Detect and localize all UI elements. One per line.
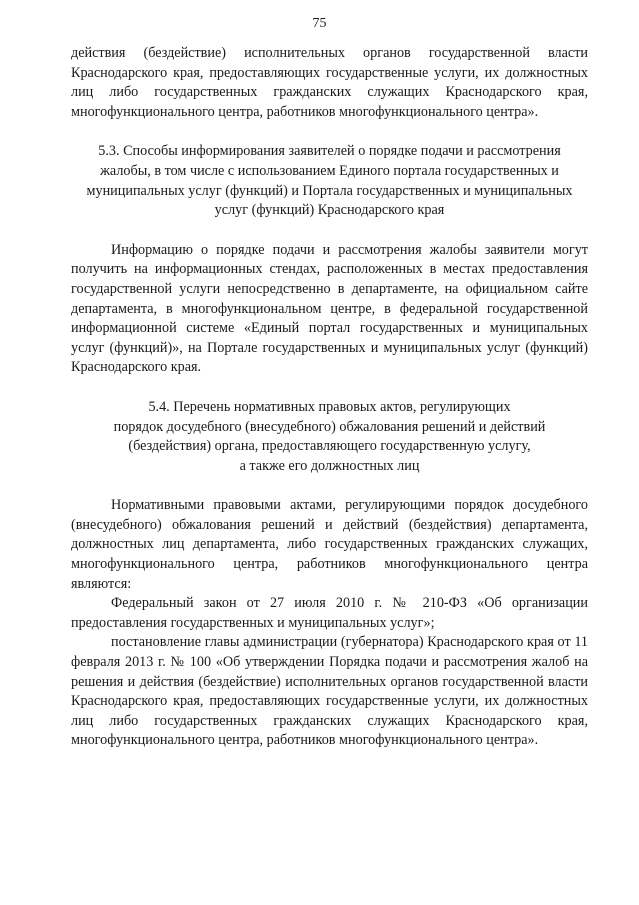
- heading-line: услуг (функций) Краснодарского края: [214, 202, 445, 219]
- heading-line: 5.4. Перечень нормативных правовых актов, регулирующих: [148, 398, 511, 415]
- heading-line: жалобы, в том числе с использованием Единого портала государственных и: [100, 162, 559, 179]
- section-heading-5-4: [71, 398, 588, 476]
- paragraph-governor-decree: постановление главы администрации (губернатора) Краснодарского края от 11 февраля 2013 г. № 100 «Об утверждении Порядка подачи и рассмотрения жалоб на решения и действия (бездействие) исполнительных органов государственной власти Краснодарского края, предоставляющих государственные услуги, их должностных лиц либо государственных гражданских служащих Краснодарского края, многофункционального центра, работников многофункционального центра».: [71, 634, 588, 749]
- heading-line: 5.3. Способы информирования заявителей о порядке подачи и рассмотрения: [98, 143, 561, 160]
- paragraph-federal-law: Федеральный закон от 27 июля 2010 г. № 210-ФЗ «Об организации предоставления государственных и муниципальных услуг»;: [71, 595, 588, 631]
- paragraph-information: Информацию о порядке подачи и рассмотрения жалобы заявители могут получить на информационных стендах, расположенных в местах предоставления государственной услуги непосредственно в департаменте, на официальном сайте департамента, в многофункциональном центре, в федеральной государственной информационной системе «Единый портал государственных и муниципальных услуг (функций)», на Портале государственных и муниципальных услуг (функций) Краснодарского края.: [71, 241, 588, 376]
- paragraph-normative-acts: Нормативными правовыми актами, регулирующими порядок досудебного (внесудебного) обжалования решений и действий (бездействия) департамента, должностных лиц департамента, либо государственных гражданских служащих, многофункционального центра, работников многофункционального центра являются:: [71, 497, 588, 592]
- page-number: 75: [312, 16, 327, 31]
- paragraph-continuation: действия (бездействие) исполнительных органов государственной власти Краснодарского края, предоставляющих государственные услуги, их должностных лиц либо государственных гражданских служащих Краснодарского края, многофункционального центра, работников многофункционального центра».: [71, 45, 588, 120]
- heading-line: порядок досудебного (внесудебного) обжалования решений и действий: [113, 418, 546, 435]
- heading-line: (бездействия) органа, предоставляющего государственную услугу,: [128, 438, 531, 455]
- section-heading-5-3: [71, 142, 588, 220]
- heading-line: а также его должностных лиц: [239, 457, 420, 474]
- document-body: [71, 44, 588, 751]
- heading-line: муниципальных услуг (функций) и Портала государственных и муниципальных: [86, 182, 573, 199]
